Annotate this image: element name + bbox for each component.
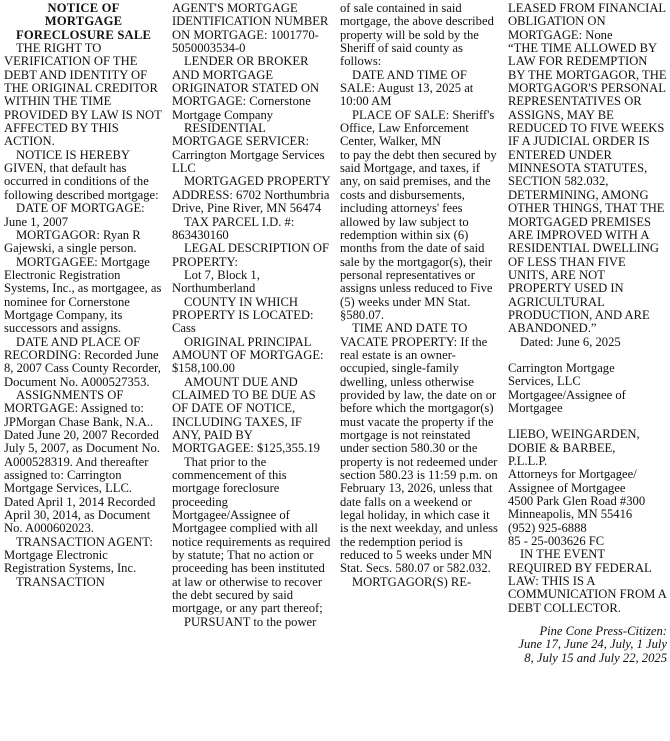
mortgagee-line: Carrington Mortgage [508,360,615,375]
notice-title [4,2,163,42]
column-4 [508,2,667,741]
transaction-agent: TRANSACTION AGENT: Mortgage Electronic Registration Systems, Inc. [4,534,153,576]
lender-or-broker: LENDER OR BROKER AND MORTGAGE ORIGINATOR STATED ON MORTGAGE: Cornerstone Mortgage Company [172,54,320,122]
legal-description-heading: LEGAL DESCRIPTION OF PROPERTY: [172,241,330,269]
dated: Dated: June 6, 2025 [519,334,621,349]
attorney-line: 4500 Park Glen Road #300 [508,494,646,509]
assignments-of-mortgage: ASSIGNMENTS OF MORTGAGE: Assigned to: JPMorgan Chase Bank, N.A.. Dated June 20, 2007 Recorded July 5, 2007, as Document No. A000528319. And thereafter assigned to: Carrington Mortgage Services, LLC. Dated April 1, 2014 Recorded April 30, 2014, as Document No. A000602023. [4,387,161,536]
mortgagee-line: Mortgagee [508,400,563,415]
attorney-line: DOBIE & BARBEE, [508,440,616,455]
date-place-of-recording: DATE AND PLACE OF RECORDING: Recorded June 8, 2007 Cass County Recorder, Document No. A000527353. [4,334,161,389]
attorney-line: Assignee of Mortgagee [508,480,626,495]
verification-paragraph: THE RIGHT TO VERIFICATION OF THE DEBT AND IDENTITY OF THE ORIGINAL CREDITOR WITHIN THE TIME PROVIDED BY LAW IS NOT AFFECTED BY THIS ACTION. [4,41,162,149]
attorney-line: (952) 925-6888 [508,520,587,535]
legal-description: Lot 7, Block 1, Northumberland [172,267,260,296]
attorney-line: Minneapolis, MN 55416 [508,507,633,522]
attorney-line: P.L.L.P. [508,454,548,468]
mortgagor-released: LEASED FROM FINANCIAL OBLIGATION ON MORTGAGE: None [508,2,666,42]
tax-parcel-id: TAX PARCEL I.D. #: 863430160 [172,214,295,242]
attorney-block [508,428,667,548]
debt-collector-notice: IN THE EVENT REQUIRED BY FEDERAL LAW: THIS IS A COMMUNICATION FROM A DEBT COLLECTOR. [508,547,667,615]
mortgagee-line: Services, LLC [508,374,581,389]
amount-due: AMOUNT DUE AND CLAIMED TO BE DUE AS OF DATE OF NOTICE, INCLUDING TAXES, IF ANY, PAID BY MORTGAGEE: $125,355.19 [172,374,320,456]
publication-line: 8, July 15 and July 22, 2025 [524,650,667,665]
mortgagor-released-start: MORTGAGOR(S) RE- [351,574,472,589]
column-3 [340,2,499,741]
publication-dates [508,625,667,665]
original-principal: ORIGINAL PRINCIPAL AMOUNT OF MORTGAGE: $158,100.00 [172,334,324,376]
property-address: MORTGAGED PROPERTY ADDRESS: 6702 Northumbria Drive, Pine River, MN 56474 [172,174,330,216]
attorney-line: LIEBO, WEINGARDEN, [508,427,640,442]
mortgagee: MORTGAGEE: Mortgage Electronic Registration Systems, Inc., as mortgagee, as nominee for Cornerstone Mortgage Company, its successors and assigns. [4,254,162,336]
redemption-notice: “THE TIME ALLOWED BY LAW FOR REDEMPTION BY THE MORTGAGOR, THE MORTGAGOR'S PERSONAL REPRESENTATIVES OR ASSIGNS, MAY BE REDUCED TO FIVE WEEKS IF A JUDICIAL ORDER IS ENTERED UNDER MINNESOTA STATUTES, SECTION 582.032, DETERMINING, AMONG OTHER THINGS, THAT THE MORTGAGED PREMISES ARE IMPROVED WITH A RESIDENTIAL DWELLING OF LESS THAN FIVE UNITS, ARE NOT PROPERTY USED IN AGRICULTURAL PRODUCTION, AND ARE ABANDONED.” [508,41,667,336]
publication-line: Pine Cone Press-Citizen: [539,624,667,639]
place-of-sale: PLACE OF SALE: Sheriff's Office, Law Enforcement Center, Walker, MN [340,107,495,149]
debt-payment-paragraph: to pay the debt then secured by said Mortgage, and taxes, if any, on said premises, and the costs and disbursements, including attorneys' fees allowed by law subject to redemption within six (6) months from the date of said sale by the mortgagor(s), their personal representatives or assigns unless reduced to Five (5) weeks under MN Stat. §580.07. [340,147,497,322]
mortgagor: MORTGAGOR: Ryan R Gajewski, a single person. [4,227,141,256]
vacate-property: TIME AND DATE TO VACATE PROPERTY: If the real estate is an owner-occupied, single-family dwelling, unless otherwise provided by law, the date on or before which the mortgagor(s) must vacate the property if the mortgage is not reinstated under section 580.30 or the property is not redeemed under section 580.23 is 11:59 p.m. on February 13, 2026, unless that date falls on a weekend or legal holiday, in which case it is the next weekday, and unless the redemption period is reduced to 5 weeks under MN Stat. Secs. 580.07 or 582.032. [340,321,498,576]
column-1 [4,2,163,741]
transaction-agent-id: AGENT'S MORTGAGE IDENTIFICATION NUMBER ON MORTGAGE: 1001770-5050003534-0 [172,2,329,56]
mortgagee-signature-block [508,362,667,415]
compliance-paragraph: That prior to the commencement of this mortgage foreclosure proceeding Mortgagee/Assignee of Mortgagee complied with all notice requirements as required by statute; That no action or proceeding has been instituted at law or otherwise to recover the debt secured by said mortgage, or any part thereof; [172,454,331,616]
residential-mortgage-servicer: RESIDENTIAL MORTGAGE SERVICER: Carrington Mortgage Services LLC [172,121,325,176]
title-line: MORTGAGE [44,14,123,29]
title-line: FORECLOSURE SALE [15,27,152,42]
attorney-line: 85 - 25-003626 FC [508,534,605,549]
county: COUNTY IN WHICH PROPERTY IS LOCATED: Cass [172,294,314,336]
transaction-agent-id-start: TRANSACTION [15,574,105,589]
default-notice-paragraph: NOTICE IS HEREBY GIVEN, that default has occurred in conditions of the following described mortgage: [4,147,159,202]
mortgagee-line: Mortgagee/Assignee of [508,387,626,402]
column-2 [172,2,331,741]
title-line: NOTICE OF [47,2,120,15]
date-time-of-sale: DATE AND TIME OF SALE: August 13, 2025 at 10:00 AM [340,67,474,109]
power-of-sale: of sale contained in said mortgage, the above described property will be sold by the Sheriff of said county as follows: [340,2,494,69]
publication-line: June 17, June 24, July, 1 July [518,637,667,652]
power-of-sale-start: PURSUANT to the power [183,614,317,629]
date-of-mortgage: DATE OF MORTGAGE: June 1, 2007 [4,201,145,229]
attorney-line: Attorneys for Mortgagee/ [508,467,637,482]
